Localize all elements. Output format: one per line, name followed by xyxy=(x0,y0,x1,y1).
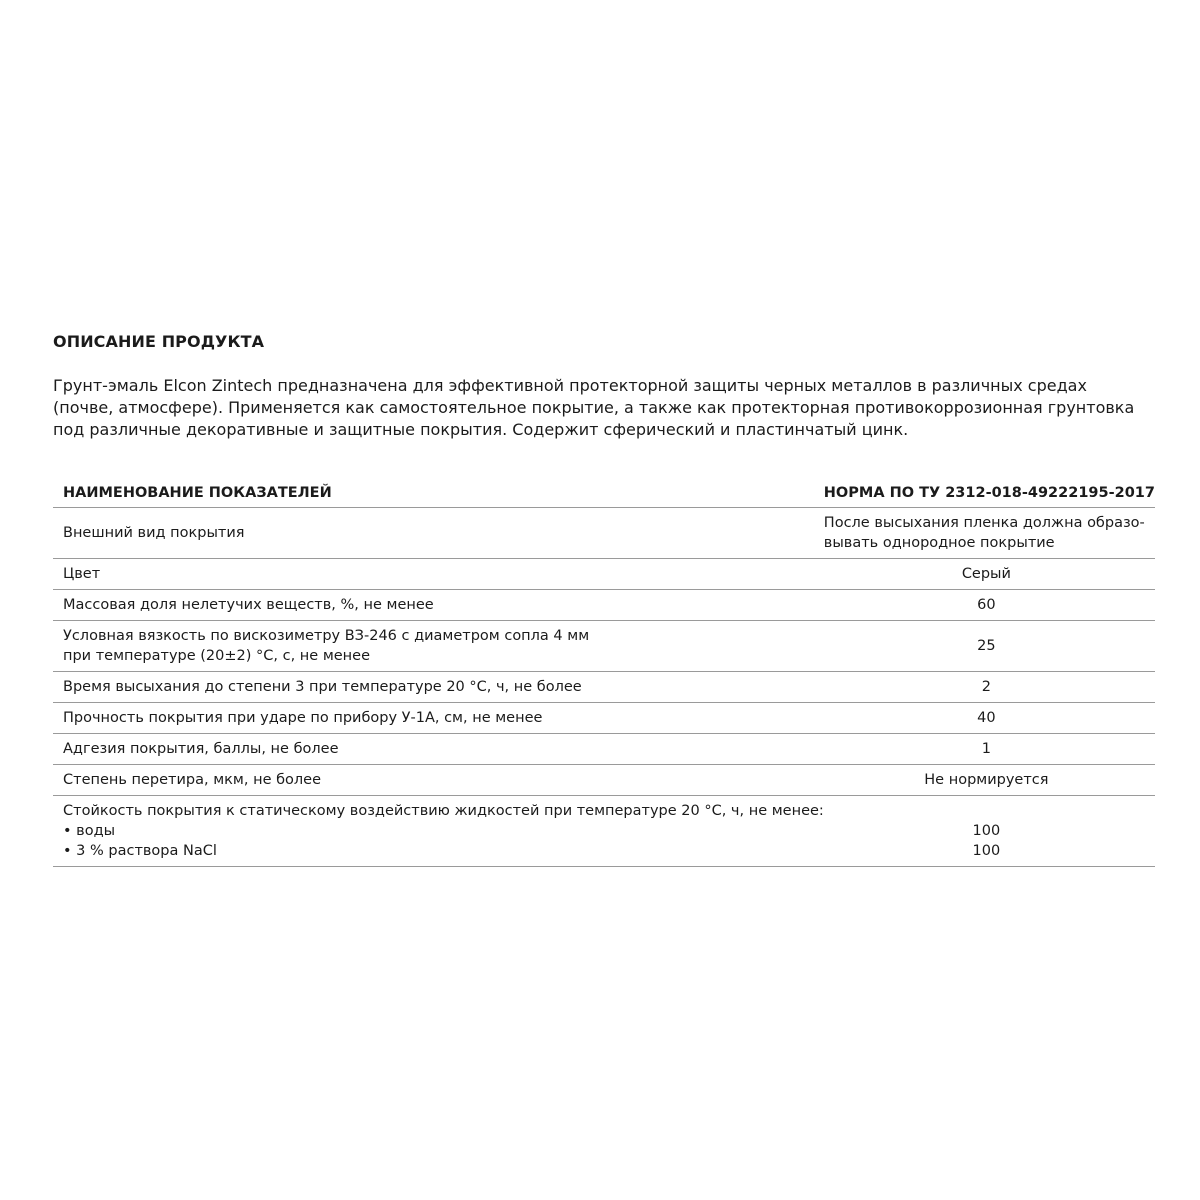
table-row xyxy=(53,621,1155,672)
indicator-value: 25 xyxy=(824,621,1155,672)
table-header-row xyxy=(53,479,1155,508)
indicator-name: Внешний вид покрытия xyxy=(53,508,824,559)
header-norm: НОРМА ПО ТУ 2312-018-49222195-2017 xyxy=(824,479,1155,508)
indicator-value: 100 100 xyxy=(824,796,1155,867)
table-row xyxy=(53,703,1155,734)
table-row xyxy=(53,672,1155,703)
product-description-section xyxy=(53,331,1147,441)
indicator-name: Массовая доля нелетучих веществ, %, не менее xyxy=(53,590,824,621)
table-row xyxy=(53,765,1155,796)
indicator-value: 1 xyxy=(824,734,1155,765)
indicator-value: 60 xyxy=(824,590,1155,621)
indicator-name: Время высыхания до степени 3 при температуре 20 °С, ч, не более xyxy=(53,672,824,703)
specifications-table xyxy=(53,479,1155,867)
indicator-name: Условная вязкость по вискозиметру ВЗ-246 с диаметром сопла 4 мм при температуре (20±2) °С, с, не менее xyxy=(53,621,824,672)
indicator-name: Степень перетира, мкм, не более xyxy=(53,765,824,796)
indicator-name: Стойкость покрытия к статическому воздействию жидкостей при температуре 20 °С, ч, не менее: • воды • 3 % раствора NaCl xyxy=(53,796,824,867)
description-line: (почве, атмосфере). Применяется как самостоятельное покрытие, а также как протекторная противокоррозионная грунтовка xyxy=(53,398,1135,417)
indicator-value: Не нормируется xyxy=(824,765,1155,796)
indicator-value: 40 xyxy=(824,703,1155,734)
table-row xyxy=(53,796,1155,867)
indicator-value: После высыхания пленка должна образо- вывать однородное покрытие xyxy=(824,508,1155,559)
section-title: ОПИСАНИЕ ПРОДУКТА xyxy=(53,332,265,351)
table-row xyxy=(53,590,1155,621)
description-line: под различные декоративные и защитные покрытия. Содержит сферический и пластинчатый цинк. xyxy=(53,420,909,439)
header-indicator-name: НАИМЕНОВАНИЕ ПОКАЗАТЕЛЕЙ xyxy=(53,479,824,508)
description-line: Грунт-эмаль Elcon Zintech предназначена для эффективной протекторной защиты черных металлов в различных средах xyxy=(53,376,1087,395)
table-row xyxy=(53,508,1155,559)
indicator-value: 2 xyxy=(824,672,1155,703)
indicator-name: Цвет xyxy=(53,559,824,590)
indicator-value: Серый xyxy=(824,559,1155,590)
indicator-name: Адгезия покрытия, баллы, не более xyxy=(53,734,824,765)
table-row xyxy=(53,734,1155,765)
table-row xyxy=(53,559,1155,590)
product-description xyxy=(53,375,1147,441)
indicator-name: Прочность покрытия при ударе по прибору У-1А, см, не менее xyxy=(53,703,824,734)
